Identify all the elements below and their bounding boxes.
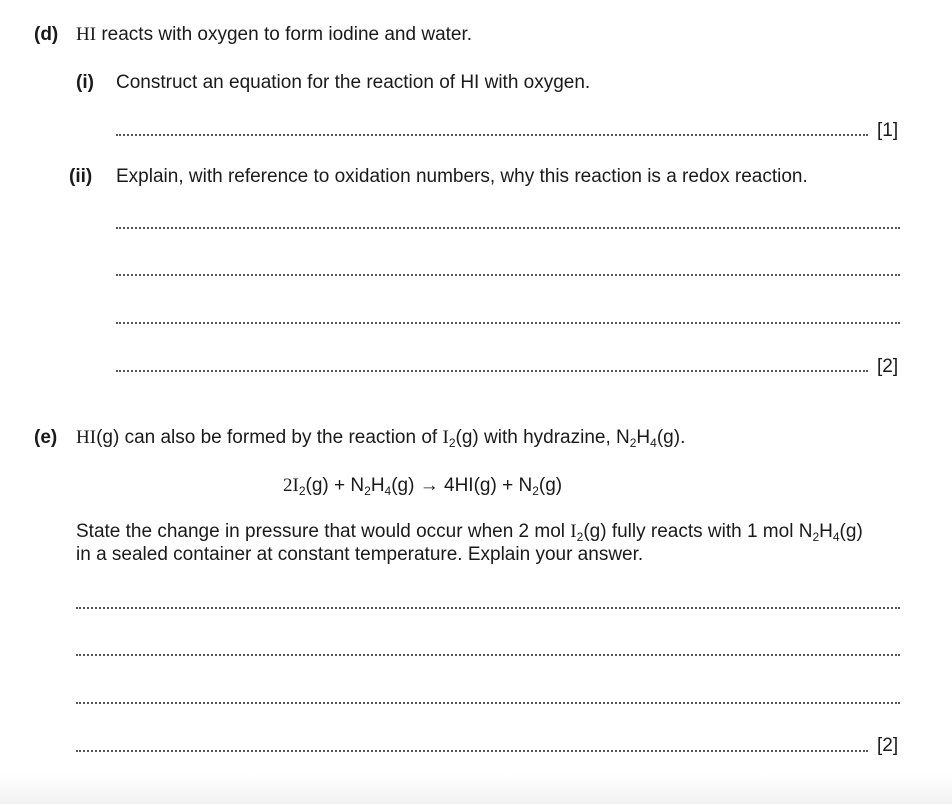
reaction-equation — [283, 475, 562, 497]
answer-line-d-ii-2[interactable] — [116, 274, 900, 276]
part-e-question-line1 — [76, 521, 863, 543]
part-d-stem — [76, 24, 472, 46]
stem-text: (g) can also be formed by the reaction of — [96, 427, 443, 448]
subscript: 2 — [532, 484, 539, 498]
marks-d-i: [1] — [877, 120, 899, 141]
answer-line-d-ii-3[interactable] — [116, 322, 900, 324]
subscript: 4 — [650, 436, 657, 450]
question-text: H — [819, 521, 833, 542]
part-e-label: (e) — [34, 427, 58, 448]
answer-line-e-3[interactable] — [76, 702, 900, 704]
part-e-question-line2: in a sealed container at constant temperature. Explain your answer. — [76, 544, 644, 565]
equation-term: (g) → 4HI(g) + N — [391, 475, 533, 496]
marks-e: [2] — [877, 735, 899, 756]
subscript: 2 — [364, 484, 371, 498]
equation-term: (g) — [538, 475, 563, 496]
equation-term: H — [370, 475, 385, 496]
part-d-i-text: Construct an equation for the reaction of HI with oxygen. — [116, 72, 591, 93]
subscript: 2 — [298, 484, 306, 498]
answer-line-e-1[interactable] — [76, 607, 900, 609]
subscript: 4 — [384, 484, 392, 498]
answer-line-d-ii-1[interactable] — [116, 227, 900, 229]
part-d-i-label: (i) — [76, 72, 94, 93]
question-text: State the change in pressure that would occur when 2 mol — [76, 521, 571, 542]
subscript: 2 — [448, 436, 456, 450]
subscript: 2 — [812, 530, 820, 544]
iodine-symbol: I — [442, 427, 449, 448]
answer-line-e-4[interactable] — [76, 750, 868, 752]
hi-formula: HI — [76, 24, 97, 45]
answer-line-e-2[interactable] — [76, 654, 900, 656]
part-e-stem — [76, 427, 685, 449]
part-d-stem-text: reacts with oxygen to form iodine and water. — [96, 24, 473, 45]
subscript: 4 — [832, 530, 840, 544]
equation-term: 2I — [283, 475, 299, 496]
answer-line-d-ii-4[interactable] — [116, 370, 868, 372]
part-d-label: (d) — [34, 24, 59, 45]
hi-formula: HI — [76, 427, 97, 448]
iodine-symbol: I — [570, 521, 577, 542]
equation-term: (g) + N — [305, 475, 365, 496]
part-d-ii-text: Explain, with reference to oxidation numbers, why this reaction is a redox reaction. — [116, 166, 808, 187]
question-text: (g) — [839, 521, 863, 542]
stem-text: (g). — [656, 427, 686, 448]
stem-text: H — [636, 427, 651, 448]
subscript: 2 — [576, 530, 584, 544]
page-bottom-shade — [0, 774, 952, 804]
marks-d-ii: [2] — [877, 356, 899, 377]
subscript: 2 — [629, 436, 637, 450]
answer-line-d-i[interactable] — [116, 134, 868, 136]
stem-text: (g) with hydrazine, N — [455, 427, 630, 448]
question-text: (g) fully reacts with 1 mol N — [583, 521, 813, 542]
part-d-ii-label: (ii) — [69, 166, 93, 187]
